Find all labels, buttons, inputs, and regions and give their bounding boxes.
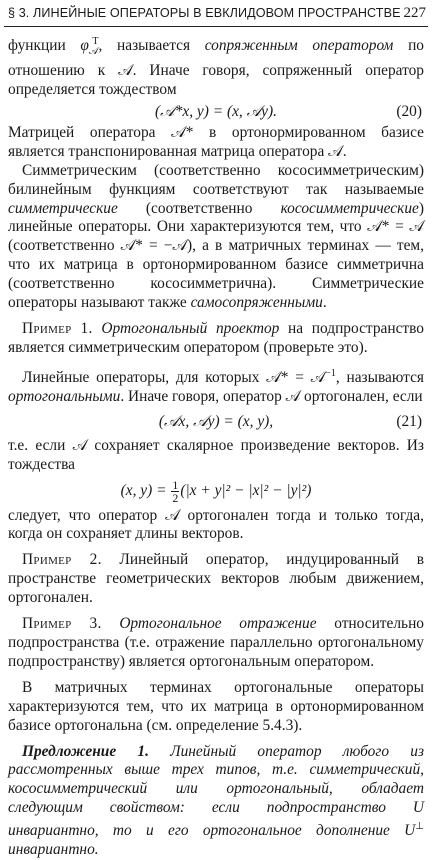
term-symmetric: симметрические [8, 199, 118, 217]
term-skew-symmetric: кососимметрические [280, 199, 419, 217]
example-1: Пример 1. Ортогональный проектор на подпространство является симметрическим оператором (проверьте это). [8, 319, 425, 356]
paragraph-length-preserving: следует, что оператор 𝒜 ортогонален тогда и только тогда, когда он сохраняет длины векторов. [8, 506, 424, 543]
term-adjoint-operator: сопряженным оператором [204, 37, 394, 55]
equation-polarization: (x, y) = $\frac{1}{2}$ (|x + y|² − |x|² − |y|²) [120, 477, 312, 505]
paragraph-symmetric-operators: Симметрическим (соответственно кососимметрическим) билинейным функциям соответствуют так называемые симметрические (соответственно кососимметрические) линейные операторы. Они характеризуются тем, что 𝒜* = 𝒜 (соответственно 𝒜* = −𝒜), а в матричных терминах — тем, что их матрица в ортонормированном базисе симметрична (соответственно кососимметрична). Симметрические операторы называют также самосопряженными. [8, 161, 424, 312]
example-label: Пример 3. [22, 615, 102, 633]
running-header [4, 4, 428, 27]
paragraph-orthogonal-def: Линейные операторы, для которых 𝒜* = 𝒜$^{-1}$, называются ортогональными. Иначе говоря, оператор 𝒜 ортогонален, если [8, 367, 424, 405]
example-2: Пример 2. Линейный оператор, индуцированный в пространстве геометрических векторов любым движением, ортогонален. [8, 551, 424, 607]
equation-number: (20) [396, 102, 422, 120]
page-number: 227 [403, 5, 426, 21]
paragraph-inner-product: т.е. если 𝒜 сохраняет скалярное произведение векторов. Из тождества [8, 436, 424, 473]
proposition-1: Предложение 1. Линейный оператор любого из рассмотренных выше трех типов, т.е. симметрический, кососимметрический или ортогональный, обладает следующим свойством: если подпространство U инвариантно, то и его ортогональное дополнение U⊥ инвариантно. [8, 742, 424, 859]
page-body [8, 33, 424, 860]
proposition-label: Предложение 1. [22, 742, 149, 760]
paragraph-matrix-transpose: Матрицей оператора 𝒜* в ортонормированном базисе является транспонированная матрица оператора 𝒜. [8, 123, 424, 160]
chapter-title: § 3. ЛИНЕЙНЫЕ ОПЕРАТОРЫ В ЕВКЛИДОВОМ ПРОСТРАНСТВЕ [8, 6, 401, 20]
equation-20: (𝒜*x, y) = (x, 𝒜y). (20) [8, 100, 424, 124]
equation-number: (21) [396, 412, 422, 430]
term-self-adjoint: самосопряженными [190, 294, 323, 312]
example-label: Пример 2. [22, 551, 102, 569]
example-label: Пример 1. [22, 319, 93, 337]
paragraph-adjoint-def: функции $\varphi_𝒜^T$, называется сопряженным оператором по отношению к 𝒜. Иначе говоря, сопряженный оператор определяется тождеством [8, 36, 424, 99]
paragraph-matrix-orthogonal: В матричных терминах ортогональные операторы характеризуются тем, что их матрица в ортонормированном базисе ортогональна (см. определение 5.4.3). [8, 678, 424, 734]
equation-21: (𝒜x, 𝒜y) = (x, y), (21) [8, 407, 424, 437]
term-orthogonal: ортогональными [8, 387, 121, 405]
example-3: Пример 3. Ортогональное отражение относительно подпространства (т.е. отражение параллельно ортогональному подпространству) является ортогональным оператором. [8, 615, 424, 670]
